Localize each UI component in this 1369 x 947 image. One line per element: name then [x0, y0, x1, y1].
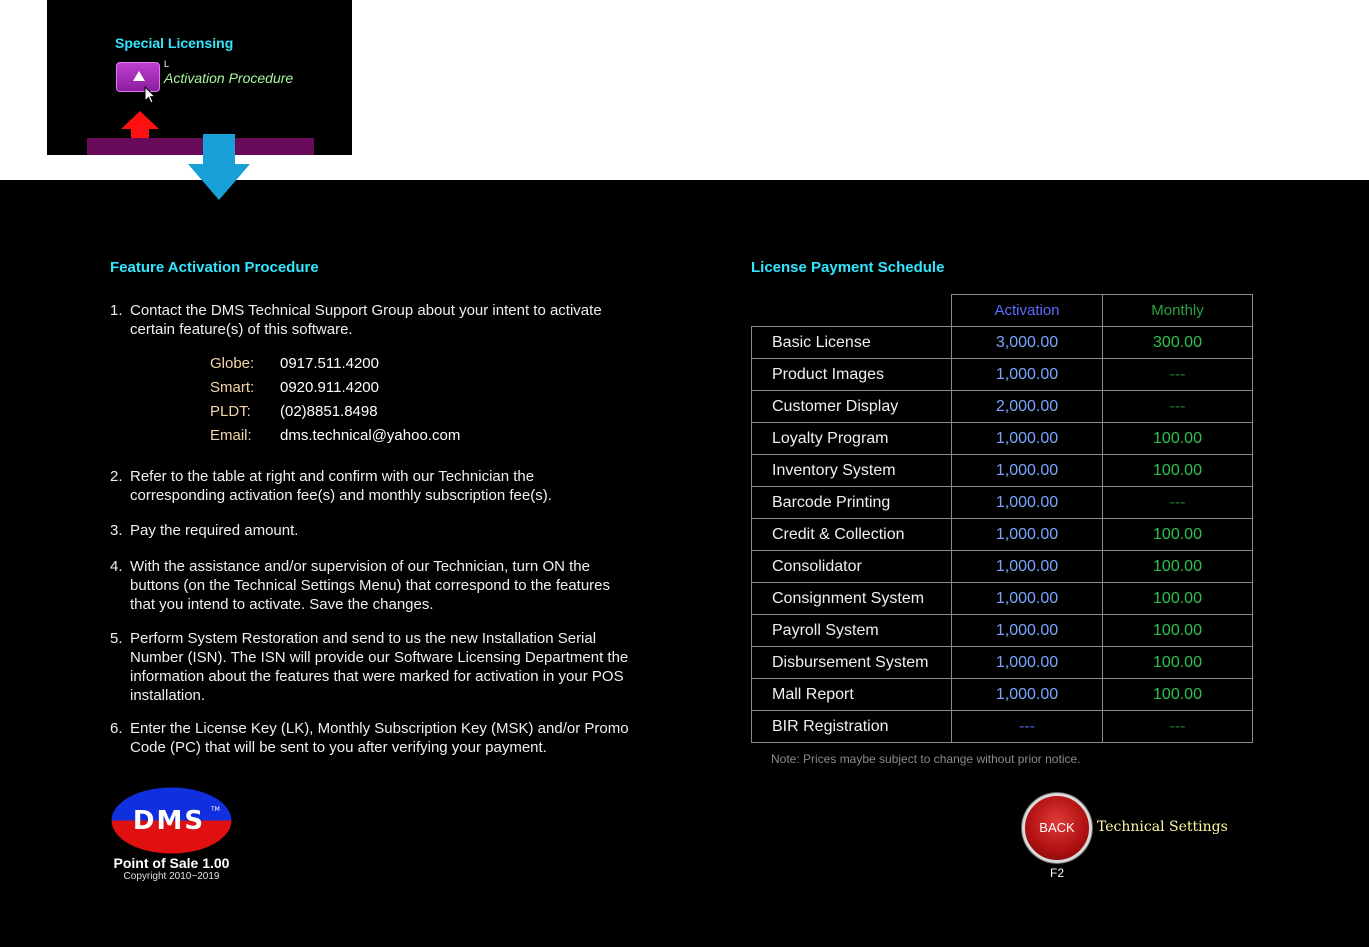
back-button-label: BACK [1039, 820, 1075, 835]
procedure-title: Feature Activation Procedure [110, 259, 319, 276]
step-text: Perform System Restoration and send to us the new Installation Serial Number (ISN). The ISN will provide our Software Licensing Department the information about the features that were marked for activation in your POS installation. [130, 630, 629, 704]
contact-value: 0920.911.4200 [280, 379, 379, 396]
mouse-cursor-icon [144, 86, 158, 106]
feature-name: Inventory System [752, 455, 952, 487]
feature-name: Consolidator [752, 551, 952, 583]
special-licensing-inset [47, 0, 352, 155]
feature-name: Payroll System [752, 615, 952, 647]
monthly-fee: --- [1103, 391, 1253, 423]
step-number: 4. [110, 558, 123, 575]
blue-down-arrow-icon [188, 134, 250, 200]
table-row [752, 487, 1253, 519]
table-row [752, 551, 1253, 583]
activation-fee: 1,000.00 [952, 455, 1103, 487]
table-row [752, 327, 1253, 359]
logo-trademark: TM [211, 806, 220, 813]
feature-name: Basic License [752, 327, 952, 359]
monthly-fee: --- [1103, 711, 1253, 743]
license-payment-table [751, 294, 1253, 743]
monthly-fee: 100.00 [1103, 583, 1253, 615]
contact-label: Globe: [210, 355, 255, 372]
activation-fee: 1,000.00 [952, 615, 1103, 647]
activation-fee: 1,000.00 [952, 519, 1103, 551]
activation-fee: 1,000.00 [952, 359, 1103, 391]
feature-name: Product Images [752, 359, 952, 391]
feature-name: BIR Registration [752, 711, 952, 743]
monthly-fee: 300.00 [1103, 327, 1253, 359]
contact-label: Email: [210, 427, 252, 444]
main-panel [0, 180, 1369, 947]
monthly-fee: 100.00 [1103, 455, 1253, 487]
special-licensing-title: Special Licensing [115, 35, 234, 51]
activation-fee: 1,000.00 [952, 647, 1103, 679]
button-small-label: L [164, 59, 170, 69]
contact-label: Smart: [210, 379, 255, 396]
step-text: Refer to the table at right and confirm with our Technician the corresponding activation fee(s) and monthly subscription fee(s). [130, 468, 552, 504]
monthly-fee: 100.00 [1103, 647, 1253, 679]
step-text: Enter the License Key (LK), Monthly Subscription Key (MSK) and/or Promo Code (PC) that will be sent to you after verifying your payment. [130, 720, 629, 756]
feature-name: Credit & Collection [752, 519, 952, 551]
feature-name: Consignment System [752, 583, 952, 615]
activation-fee: 1,000.00 [952, 487, 1103, 519]
table-row [752, 583, 1253, 615]
back-shortcut-key: F2 [1049, 866, 1064, 880]
feature-name: Loyalty Program [752, 423, 952, 455]
step-number: 3. [110, 522, 123, 539]
table-row [752, 615, 1253, 647]
table-header-row [752, 295, 1253, 327]
activation-fee: 1,000.00 [952, 551, 1103, 583]
step-number: 6. [110, 720, 123, 737]
feature-name: Mall Report [752, 679, 952, 711]
header-activation: Activation [952, 295, 1103, 327]
monthly-fee: 100.00 [1103, 423, 1253, 455]
back-button[interactable] [1022, 793, 1092, 863]
contact-value: 0917.511.4200 [280, 355, 379, 372]
step-number: 1. [110, 302, 123, 319]
activation-fee: --- [952, 711, 1103, 743]
activation-fee: 1,000.00 [952, 679, 1103, 711]
schedule-title: License Payment Schedule [751, 259, 945, 276]
dms-logo [111, 787, 232, 854]
step-text: Contact the DMS Technical Support Group about your intent to activate certain feature(s) of this software. [130, 302, 602, 338]
feature-name: Barcode Printing [752, 487, 952, 519]
activation-fee: 1,000.00 [952, 423, 1103, 455]
triangle-up-icon [133, 71, 145, 81]
table-row [752, 647, 1253, 679]
monthly-fee: 100.00 [1103, 615, 1253, 647]
table-row [752, 711, 1253, 743]
table-row [752, 519, 1253, 551]
step-text: With the assistance and/or supervision of our Technician, turn ON the buttons (on the Technical Settings Menu) that correspond to the features that you intend to activate. Save the changes. [130, 558, 611, 613]
monthly-fee: 100.00 [1103, 519, 1253, 551]
contact-label: PLDT: [210, 403, 251, 420]
back-caption: Technical Settings [1097, 819, 1228, 835]
feature-name: Disbursement System [752, 647, 952, 679]
activation-procedure-label: Activation Procedure [164, 70, 294, 86]
monthly-fee: 100.00 [1103, 551, 1253, 583]
copyright-text: Copyright 2010~2019 [123, 871, 220, 882]
activation-fee: 3,000.00 [952, 327, 1103, 359]
step-number: 2. [110, 468, 123, 485]
monthly-fee: 100.00 [1103, 679, 1253, 711]
table-row [752, 423, 1253, 455]
monthly-fee: --- [1103, 487, 1253, 519]
feature-name: Customer Display [752, 391, 952, 423]
table-row [752, 455, 1253, 487]
table-row [752, 359, 1253, 391]
header-monthly: Monthly [1103, 295, 1253, 327]
step-text: Pay the required amount. [130, 522, 299, 539]
activation-fee: 2,000.00 [952, 391, 1103, 423]
step-number: 5. [110, 630, 123, 647]
logo-brand-text: DMS [132, 806, 206, 836]
table-row [752, 679, 1253, 711]
header-empty-cell [752, 295, 952, 327]
contact-value: (02)8851.8498 [280, 403, 378, 420]
activation-fee: 1,000.00 [952, 583, 1103, 615]
monthly-fee: --- [1103, 359, 1253, 391]
product-name: Point of Sale 1.00 [113, 855, 230, 871]
table-row [752, 391, 1253, 423]
contact-value: dms.technical@yahoo.com [280, 427, 461, 444]
price-note: Note: Prices maybe subject to change without prior notice. [771, 752, 1081, 766]
